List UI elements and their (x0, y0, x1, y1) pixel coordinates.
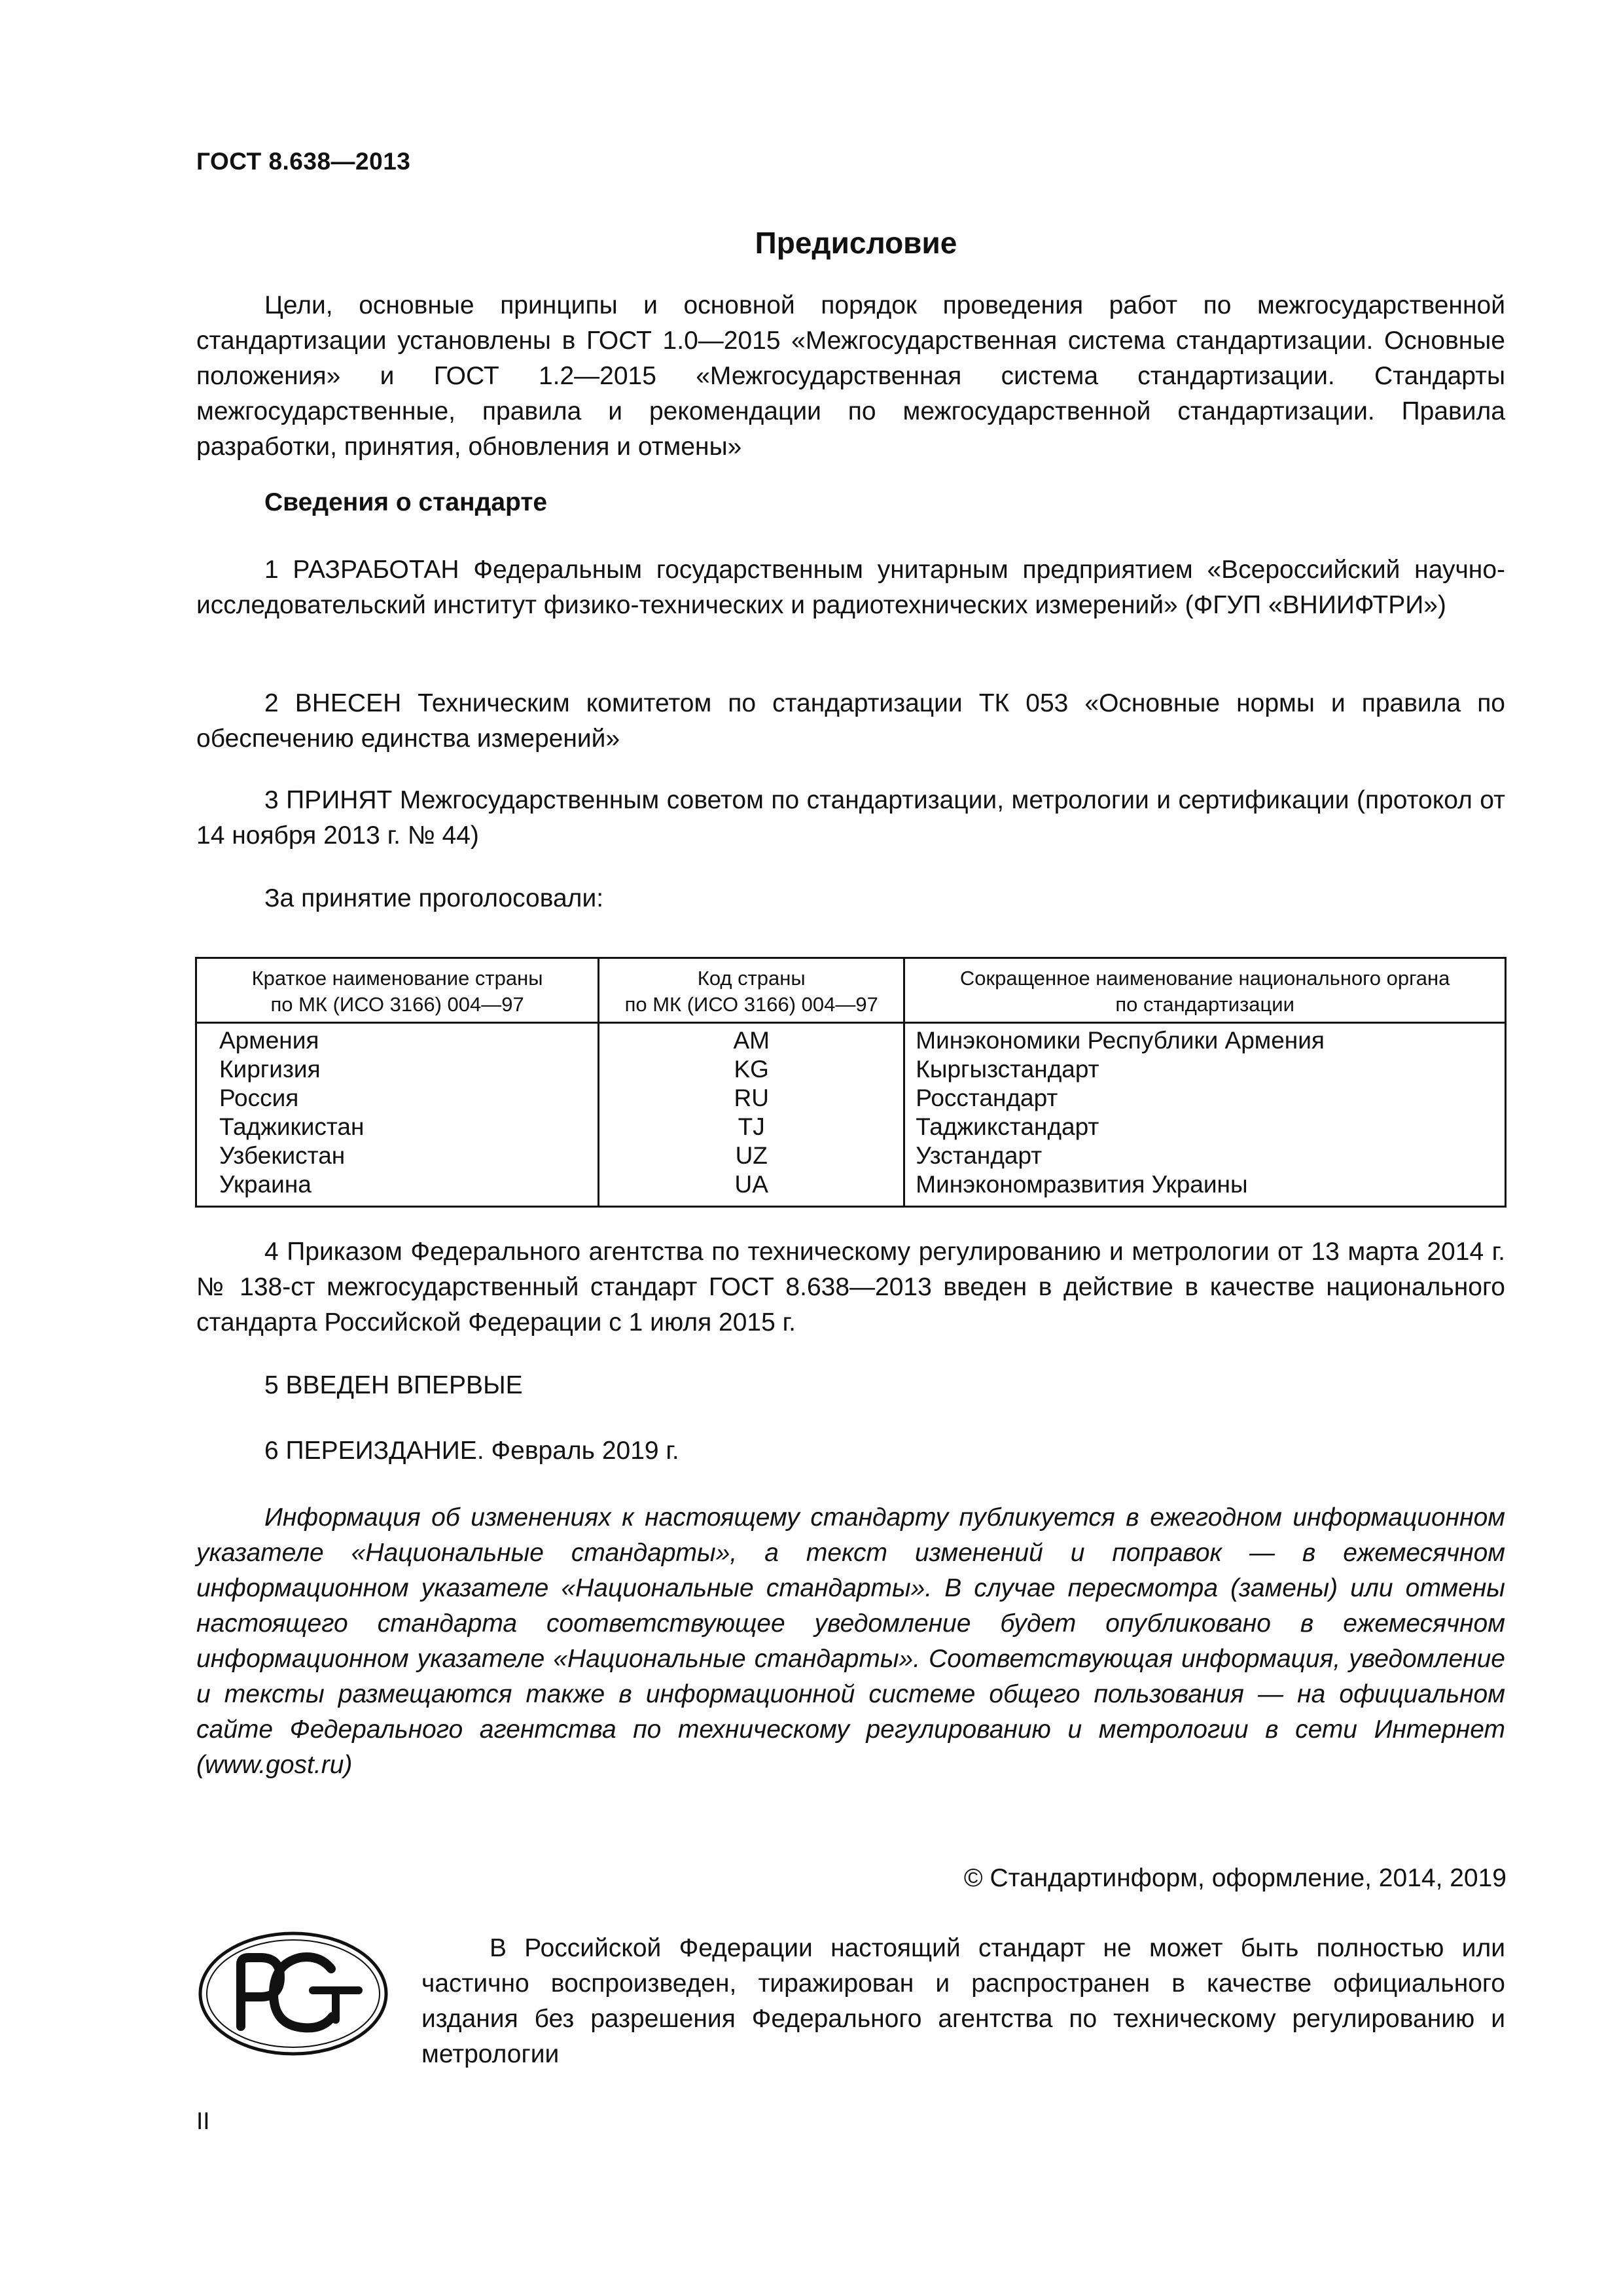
code-cell: RU (599, 1084, 904, 1113)
body-cell: Росстандарт (904, 1084, 1506, 1113)
item-6-paragraph: 6 ПЕРЕИЗДАНИЕ. Февраль 2019 г. (264, 1437, 679, 1465)
table-row (196, 1113, 1506, 1141)
table-row (196, 1141, 1506, 1170)
body-cell: Таджикстандарт (904, 1113, 1506, 1141)
item-3-paragraph: 3 ПРИНЯТ Межгосударственным советом по стандартизации, метрологии и сертификации (протокол от 14 ноября 2013 г. № 44) (196, 786, 1505, 850)
column-header-country-line2: по МК (ИСО 3166) 004—97 (270, 993, 524, 1016)
changes-info-paragraph: Информация об изменениях к настоящему стандарту публикуется в ежегодном информационном указателе «Национальные стандарты», а текст изменений и поправок — в ежемесячном информационном указателе «Национальные стандарты». В случае пересмотра (замены) или отмены настоящего стандарта соответствующее уведомление будет опубликовано в ежемесячном информационном указателе «Национальные стандарты». Соответствующая информация, уведомление и тексты размещаются также в информационной системе общего пользования — на официальном сайте Федерального агентства по техническому регулированию и метрологии в сети Интернет (www.gost.ru) (196, 1503, 1505, 1779)
page-title: Предисловие (755, 226, 957, 260)
column-header-country-line1: Краткое наименование страны (251, 967, 543, 990)
voting-countries-table (195, 957, 1507, 1208)
body-cell: Кыргызстандарт (904, 1055, 1506, 1084)
table-row (196, 1084, 1506, 1113)
column-header-code-line2: по МК (ИСО 3166) 004—97 (624, 993, 878, 1016)
code-cell: UA (599, 1170, 904, 1207)
body-cell: Минэкономразвития Украины (904, 1170, 1506, 1207)
table-row (196, 1055, 1506, 1084)
code-cell: TJ (599, 1113, 904, 1141)
column-header-body-line2: по стандартизации (1115, 993, 1294, 1016)
copyright-line: © Стандартинформ, оформление, 2014, 2019 (963, 1864, 1507, 1892)
code-cell: UZ (599, 1141, 904, 1170)
code-cell: AM (599, 1023, 904, 1056)
table-header-row (196, 958, 1506, 1023)
item-4-paragraph: 4 Приказом Федерального агентства по техническому регулированию и метрологии от 13 марта 2014 г. № 138-ст межгосударственный стандарт ГОСТ 8.638—2013 введен в действие в качестве национального стандарта Российской Федерации с 1 июля 2015 г. (196, 1238, 1505, 1336)
country-cell: Таджикистан (196, 1113, 599, 1141)
country-cell: Киргизия (196, 1055, 599, 1084)
column-header-body (904, 958, 1506, 1023)
column-header-code-line1: Код страны (697, 967, 806, 990)
code-cell: KG (599, 1055, 904, 1084)
table-row (196, 1023, 1506, 1056)
country-cell: Украина (196, 1170, 599, 1207)
item-1-paragraph: 1 РАЗРАБОТАН Федеральным государственным унитарным предприятием «Всероссийский научно-исследовательский институт физико-технических и радиотехнических измерений» (ФГУП «ВНИИФТРИ») (196, 556, 1505, 619)
legal-notice: В Российской Федерации настоящий стандарт не может быть полностью или частично воспроизведен, тиражирован и распространен в качестве официального издания без разрешения Федерального агентства по техническому регулированию и метрологии (421, 1934, 1505, 2068)
document-header: ГОСТ 8.638—2013 (196, 148, 411, 175)
country-cell: Россия (196, 1084, 599, 1113)
body-cell: Узстандарт (904, 1141, 1506, 1170)
intro-paragraph: Цели, основные принципы и основной порядок проведения работ по межгосударственной стандартизации установлены в ГОСТ 1.0—2015 «Межгосударственная система стандартизации. Основные положения» и ГОСТ 1.2—2015 «Межгосударственная система стандартизации. Стандарты межгосударственные, правила и рекомендации по межгосударственной стандартизации. Правила разработки, принятия, обновления и отмены» (196, 291, 1505, 461)
column-header-body-line1: Сокращенное наименование национального органа (959, 967, 1450, 990)
item-5-paragraph: 5 ВВЕДЕН ВПЕРВЫЕ (264, 1371, 523, 1399)
pst-certification-logo-icon (195, 1928, 391, 2059)
column-header-country (196, 958, 599, 1023)
country-cell: Узбекистан (196, 1141, 599, 1170)
vote-label: За принятие проголосовали: (264, 884, 604, 912)
country-cell: Армения (196, 1023, 599, 1056)
body-cell: Минэкономики Республики Армения (904, 1023, 1506, 1056)
about-standard-heading: Сведения о стандарте (264, 488, 548, 516)
column-header-code (599, 958, 904, 1023)
item-2-paragraph: 2 ВНЕСЕН Техническим комитетом по стандартизации ТК 053 «Основные нормы и правила по обеспечению единства измерений» (196, 689, 1505, 753)
page-number: II (196, 2108, 210, 2134)
table-row (196, 1170, 1506, 1207)
